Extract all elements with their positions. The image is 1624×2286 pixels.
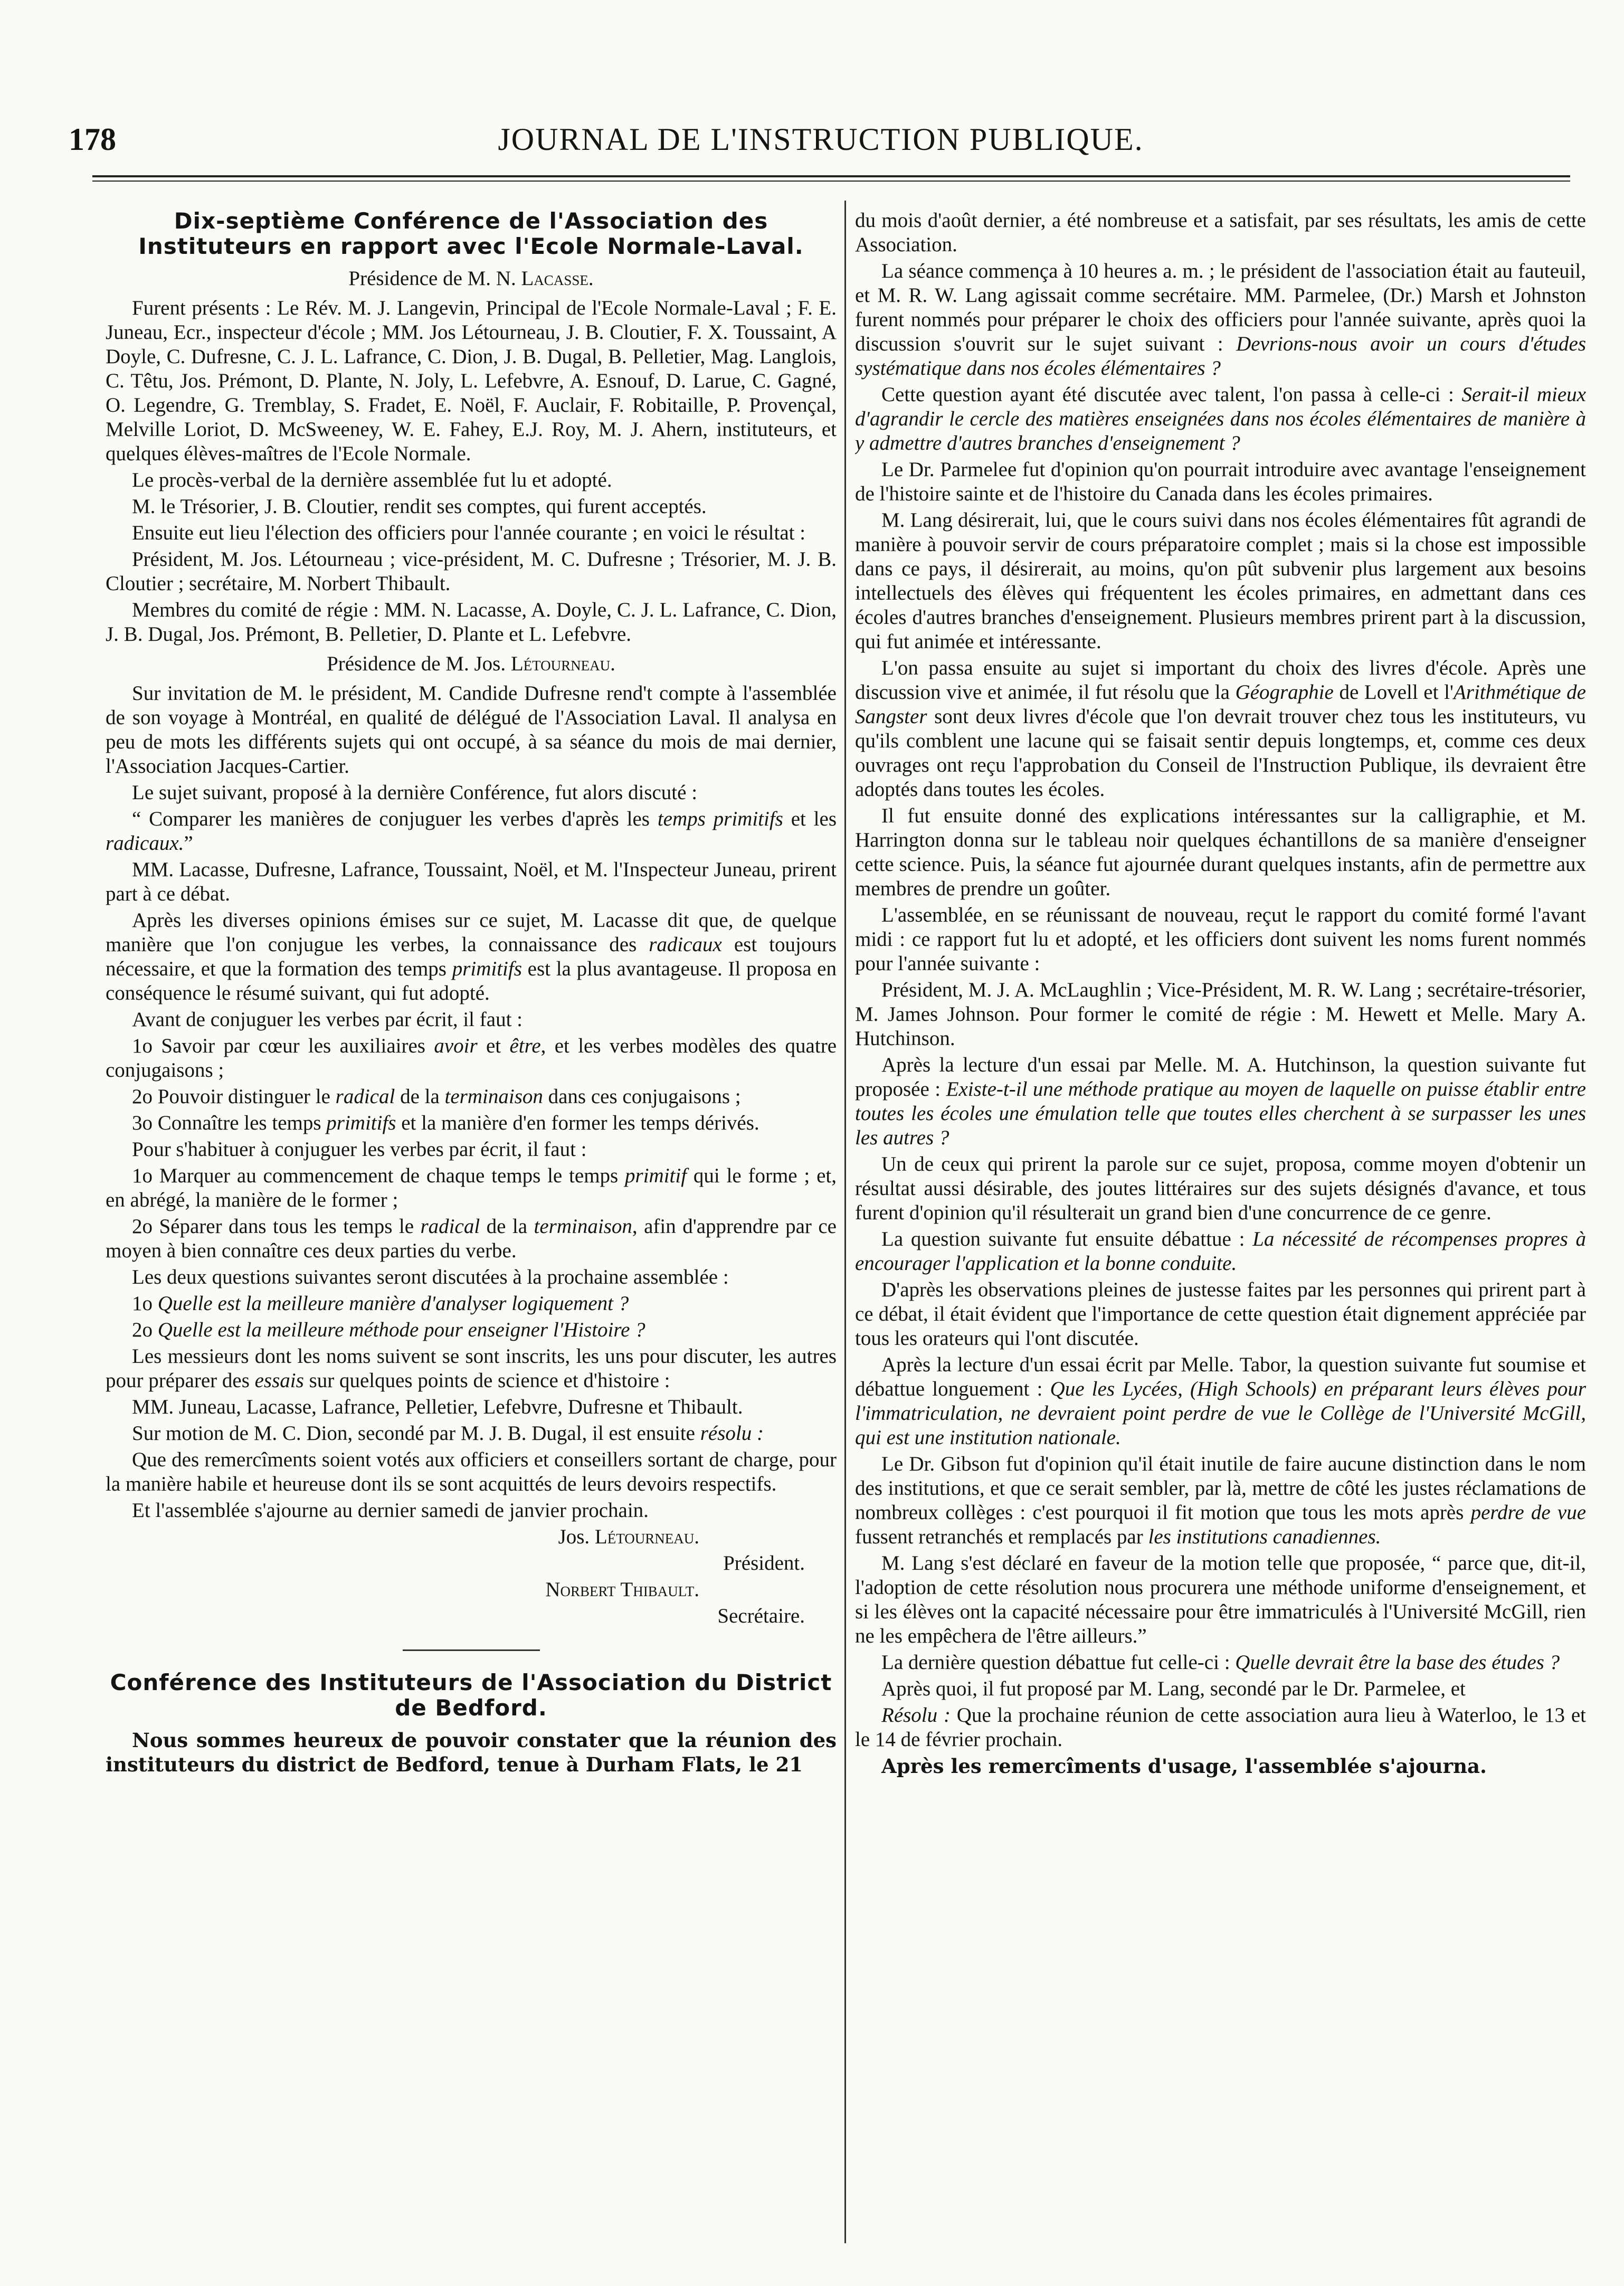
paragraph: Après la lecture d'un essai écrit par Melle. Tabor, la question suivante fut soumise et débattue longuement : Que les Lycées, (High Schools) en préparant leurs élèves pour l'immatriculation, ne devraient point perdre de vue le Collège de l'Université McGill, qui est une institution nationale. xyxy=(855,1353,1586,1449)
paragraph: Sur motion de M. C. Dion, secondé par M. J. B. Dugal, il est ensuite résolu : xyxy=(132,1422,764,1445)
paragraph: Il fut ensuite donné des explications intéressantes sur la calligraphie, et M. Harrington donna sur le tableau noir quelques échantillons de sa manière d'enseigner cette science. Puis, la séance fut ajournée durant quelques instants, afin de permettre aux membres de prendre un goûter. xyxy=(855,804,1586,900)
list-item: 2o Pouvoir distinguer le radical de la terminaison dans ces conjugaisons ; xyxy=(132,1085,741,1108)
quoted-subject: “ Comparer les manières de conjuguer les verbes d'après les temps primitifs et les radicaux.” xyxy=(106,808,837,855)
paragraph: L'assemblée, en se réunissant de nouveau, reçut le rapport du comité formé l'avant midi : ce rapport fut lu et adopté, et les officiers dont suivent les noms furent nommés pour l'année suivante : xyxy=(855,904,1586,975)
paragraph: Après quoi, il fut proposé par M. Lang, secondé par le Dr. Parmelee, et xyxy=(881,1677,1466,1700)
paragraph: Pour s'habituer à conjuguer les verbes par écrit, il faut : xyxy=(132,1138,587,1161)
paragraph: Et l'assemblée s'ajourne au dernier samedi de janvier prochain. xyxy=(132,1499,649,1522)
paragraph: M. Lang s'est déclaré en faveur de la motion telle que proposée, “ parce que, dit-il, l'adoption de cette résolution nous procurera une méthode uniforme d'enseignement, et si les élèves ont la capacité nécessaire pour être immatriculés à l'Université McGill, rien ne les empêchera de l'être ailleurs.” xyxy=(855,1552,1586,1647)
paragraph: L'on passa ensuite au sujet si important du choix des livres d'école. Après une discussion vive et animée, il fut résolu que la Géographie de Lovell et l'Arithmétique de Sangster sont deux livres d'école que l'on devrait trouver chez tous les instituteurs, vu qu'ils comblent une lacune qui se faisait sentir depuis longtemps, et, comme ces deux ouvrages ont reçu l'approbation du Conseil de l'Instruction Publique, ils devraient être adoptés dans toutes les écoles. xyxy=(855,657,1586,801)
paragraph: La séance commença à 10 heures a. m. ; le président de l'association était au fauteuil, et M. R. W. Lang agissait comme secrétaire. MM. Parmelee, (Dr.) Marsh et Johnston furent nommés pour préparer le choix des officiers pour l'année suivante, après quoi la discussion s'ouvrit sur le sujet suivant : Devrions-nous avoir un cours d'études systématique dans nos écoles élémentaires ? xyxy=(855,260,1586,380)
paragraph: Président, M. J. A. McLaughlin ; Vice-Président, M. R. W. Lang ; secrétaire-trésorier, M. James Johnson. Pour former le comité de régie : M. Hewett et Melle. Mary A. Hutchinson. xyxy=(855,979,1586,1050)
presidence-prefix: Présidence de M. Jos. xyxy=(327,652,506,675)
paragraph: Cette question ayant été discutée avec talent, l'on passa à celle-ci : Serait-il mieux d'agrandir le cercle des matières enseignées dans nos écoles élémentaires de manière à y admettre d'autres branches d'enseignement ? xyxy=(855,383,1586,454)
article-title-bedford: Conférence des Instituteurs de l'Association du District de Bedford. xyxy=(110,1670,832,1721)
paragraph: Sur invitation de M. le président, M. Candide Dufresne rend't compte à l'assemblée de son voyage à Montréal, en qualité de délégué de l'Association Laval. Il analysa en peu de mots les différents sujets qui ont occupé, à sa séance du mois de mai dernier, l'Association Jacques-Cartier. xyxy=(106,682,837,777)
paragraph: Le Dr. Gibson fut d'opinion qu'il était inutile de faire aucune distinction dans le nom des institutions, et que ce serait sembler, par là, mettre de côté les justes réclamations de nombreux collèges : c'est pourquoi il fit motion que tous les mots après perdre de vue fussent retranchés et remplacés par les institutions canadiennes. xyxy=(855,1453,1586,1548)
right-column xyxy=(855,208,1586,2246)
paragraph: Furent présents : Le Rév. M. J. Langevin, Principal de l'Ecole Normale-Laval ; F. E. Juneau, Ecr., inspecteur d'école ; MM. Jos Létourneau, J. B. Cloutier, F. X. Toussaint, A Doyle, C. Dufresne, C. J. L. Lafrance, C. Dion, J. B. Dugal, B. Pelletier, Mag. Langlois, C. Têtu, Jos. Prémont, D. Plante, N. Joly, L. Lefebvre, A. Esnouf, D. Larue, C. Gagné, O. Legendre, G. Tremblay, S. Fradet, E. Noël, F. Auclair, F. Robitaille, P. Provençal, Melville Loriot, D. McSweeney, W. E. Fahey, E.J. Roy, M. J. Ahern, instituteurs, et quelques élèves-maîtres de l'Ecole Normale. xyxy=(106,297,837,465)
paragraph: D'après les observations pleines de justesse faites par les personnes qui prirent part à ce débat, il était évident que l'importance de cette question était dignement appréciée par tous les orateurs qui l'ont discutée. xyxy=(855,1278,1586,1350)
list-item: 1o Savoir par cœur les auxiliaires avoir et être, et les verbes modèles des quatre conjugaisons ; xyxy=(106,1035,837,1082)
list-item: 3o Connaître les temps primitifs et la manière d'en former les temps dérivés. xyxy=(132,1112,759,1134)
page-header xyxy=(69,121,1573,164)
paragraph: MM. Juneau, Lacasse, Lafrance, Pelletier, Lefebvre, Dufresne et Thibault. xyxy=(132,1396,743,1418)
header-rule-top xyxy=(92,175,1570,177)
presidence-prefix: Présidence de M. N. xyxy=(348,267,516,290)
paragraph: Membres du comité de régie : MM. N. Lacasse, A. Doyle, C. J. L. Lafrance, C. Dion, J. B. Dugal, Jos. Prémont, B. Pelletier, D. Plante et L. Lefebvre. xyxy=(106,599,837,646)
signature-president-role: Président. xyxy=(723,1552,805,1574)
signature-secretary-role: Secrétaire. xyxy=(717,1605,805,1627)
question-item: 2o Quelle est la meilleure méthode pour enseigner l'Histoire ? xyxy=(132,1319,645,1341)
paragraph: Nous sommes heureux de pouvoir constater que la réunion des instituteurs du district de Bedford, tenue à Durham Flats, le 21 xyxy=(106,1729,837,1776)
paragraph: Avant de conjuguer les verbes par écrit, il faut : xyxy=(132,1008,523,1031)
paragraph: La dernière question débattue fut celle-ci : Quelle devrait être la base des études ? xyxy=(881,1651,1560,1674)
paragraph: Président, M. Jos. Létourneau ; vice-président, M. C. Dufresne ; Trésorier, M. J. B. Cloutier ; secrétaire, M. Norbert Thibault. xyxy=(106,548,837,595)
signature-secretary-name: Norbert Thibault. xyxy=(545,1578,699,1601)
paragraph: M. Lang désirerait, lui, que le cours suivi dans nos écoles élémentaires fût agrandi de manière à pouvoir servir de cours préparatoire complet ; mais si la chose est impossible dans ce pays, il désirerait, au moins, qu'on pût subvenir plus largement aux besoins intellectuels des élèves qui fréquentent les écoles primaires, en admettant dans ces écoles d'autres branches d'enseignement. Plusieurs membres prirent part à la discussion, qui fut animée et intéressante. xyxy=(855,509,1586,653)
paragraph: La question suivante fut ensuite débattue : La nécessité de récompenses propres à encourager l'application et la bonne conduite. xyxy=(855,1228,1586,1275)
paragraph: Les deux questions suivantes seront discutées à la prochaine assemblée : xyxy=(132,1266,729,1288)
presidence-lacasse xyxy=(106,267,837,291)
column-divider xyxy=(844,201,846,2243)
paragraph: du mois d'août dernier, a été nombreuse et a satisfait, par ses résultats, les amis de cette Association. xyxy=(855,209,1586,256)
list-item: 2o Séparer dans tous les temps le radical de la terminaison, afin d'apprendre par ce moyen à bien connaître ces deux parties du verbe. xyxy=(106,1215,837,1262)
paragraph: Après les diverses opinions émises sur ce sujet, M. Lacasse dit que, de quelque manière que l'on conjugue les verbes, la connaissance des radicaux est toujours nécessaire, et que la formation des temps primitifs est la plus avantageuse. Il proposa en conséquence le résumé suivant, qui fut adopté. xyxy=(106,909,837,1004)
page-number: 178 xyxy=(69,122,116,157)
question-item: 1o Quelle est la meilleure manière d'analyser logiquement ? xyxy=(132,1292,629,1315)
paragraph: MM. Lacasse, Dufresne, Lafrance, Toussaint, Noël, et M. l'Inspecteur Juneau, prirent part à ce débat. xyxy=(106,858,837,905)
paragraph: M. le Trésorier, J. B. Cloutier, rendit ses comptes, qui furent acceptés. xyxy=(132,495,707,518)
presidence-name: Létourneau. xyxy=(510,652,615,675)
paragraph: Après la lecture d'un essai par Melle. M. A. Hutchinson, la question suivante fut proposée : Existe-t-il une méthode pratique au moyen de laquelle on puisse établir entre toutes les écoles une émulation telle que toutes elles cherchent à se surpasser les unes les autres ? xyxy=(855,1054,1586,1149)
paragraph: Après les remercîments d'usage, l'assemblée s'ajourna. xyxy=(881,1754,1487,1778)
presidence-letourneau xyxy=(106,652,837,676)
paragraph: Le Dr. Parmelee fut d'opinion qu'on pourrait introduire avec avantage l'enseignement de l'histoire sainte et de l'histoire du Canada dans les écoles primaires. xyxy=(855,458,1586,505)
list-item: 1o Marquer au commencement de chaque temps le temps primitif qui le forme ; et, en abrégé, la manière de le former ; xyxy=(106,1164,837,1211)
presidence-name: Lacasse. xyxy=(521,267,594,290)
paragraph: Les messieurs dont les noms suivent se sont inscrits, les uns pour discuter, les autres pour préparer des essais sur quelques points de science et d'histoire : xyxy=(106,1345,837,1392)
paragraph: Que des remercîments soient votés aux officiers et conseillers sortant de charge, pour la manière habile et heureuse dont ils se sont acquittés de leurs devoirs respectifs. xyxy=(106,1448,837,1495)
section-rule xyxy=(403,1649,540,1651)
left-column xyxy=(106,208,837,2246)
paragraph: Le procès-verbal de la dernière assemblée fut lu et adopté. xyxy=(132,469,612,491)
article-title-laval: Dix-septième Conférence de l'Association des Instituteurs en rapport avec l'Ecole Normale-Laval. xyxy=(138,208,804,259)
header-rule-bottom xyxy=(92,181,1570,182)
paragraph: Ensuite eut lieu l'élection des officiers pour l'année courante ; en voici le résultat : xyxy=(132,521,806,544)
paragraph: Le sujet suivant, proposé à la dernière Conférence, fut alors discuté : xyxy=(132,781,698,804)
paragraph: Résolu : Que la prochaine réunion de cette association aura lieu à Waterloo, le 13 et le 14 de février prochain. xyxy=(855,1704,1586,1751)
journal-title: JOURNAL DE L'INSTRUCTION PUBLIQUE. xyxy=(498,122,1144,157)
paragraph: Un de ceux qui prirent la parole sur ce sujet, proposa, comme moyen d'obtenir un résultat aussi désirable, des joutes littéraires sur des sujets désignés d'avance, et tous furent d'opinion qu'il résulterait un grand bien d'une concurrence de ce genre. xyxy=(855,1153,1586,1224)
signature-president-name: Jos. Létourneau. xyxy=(558,1525,699,1548)
